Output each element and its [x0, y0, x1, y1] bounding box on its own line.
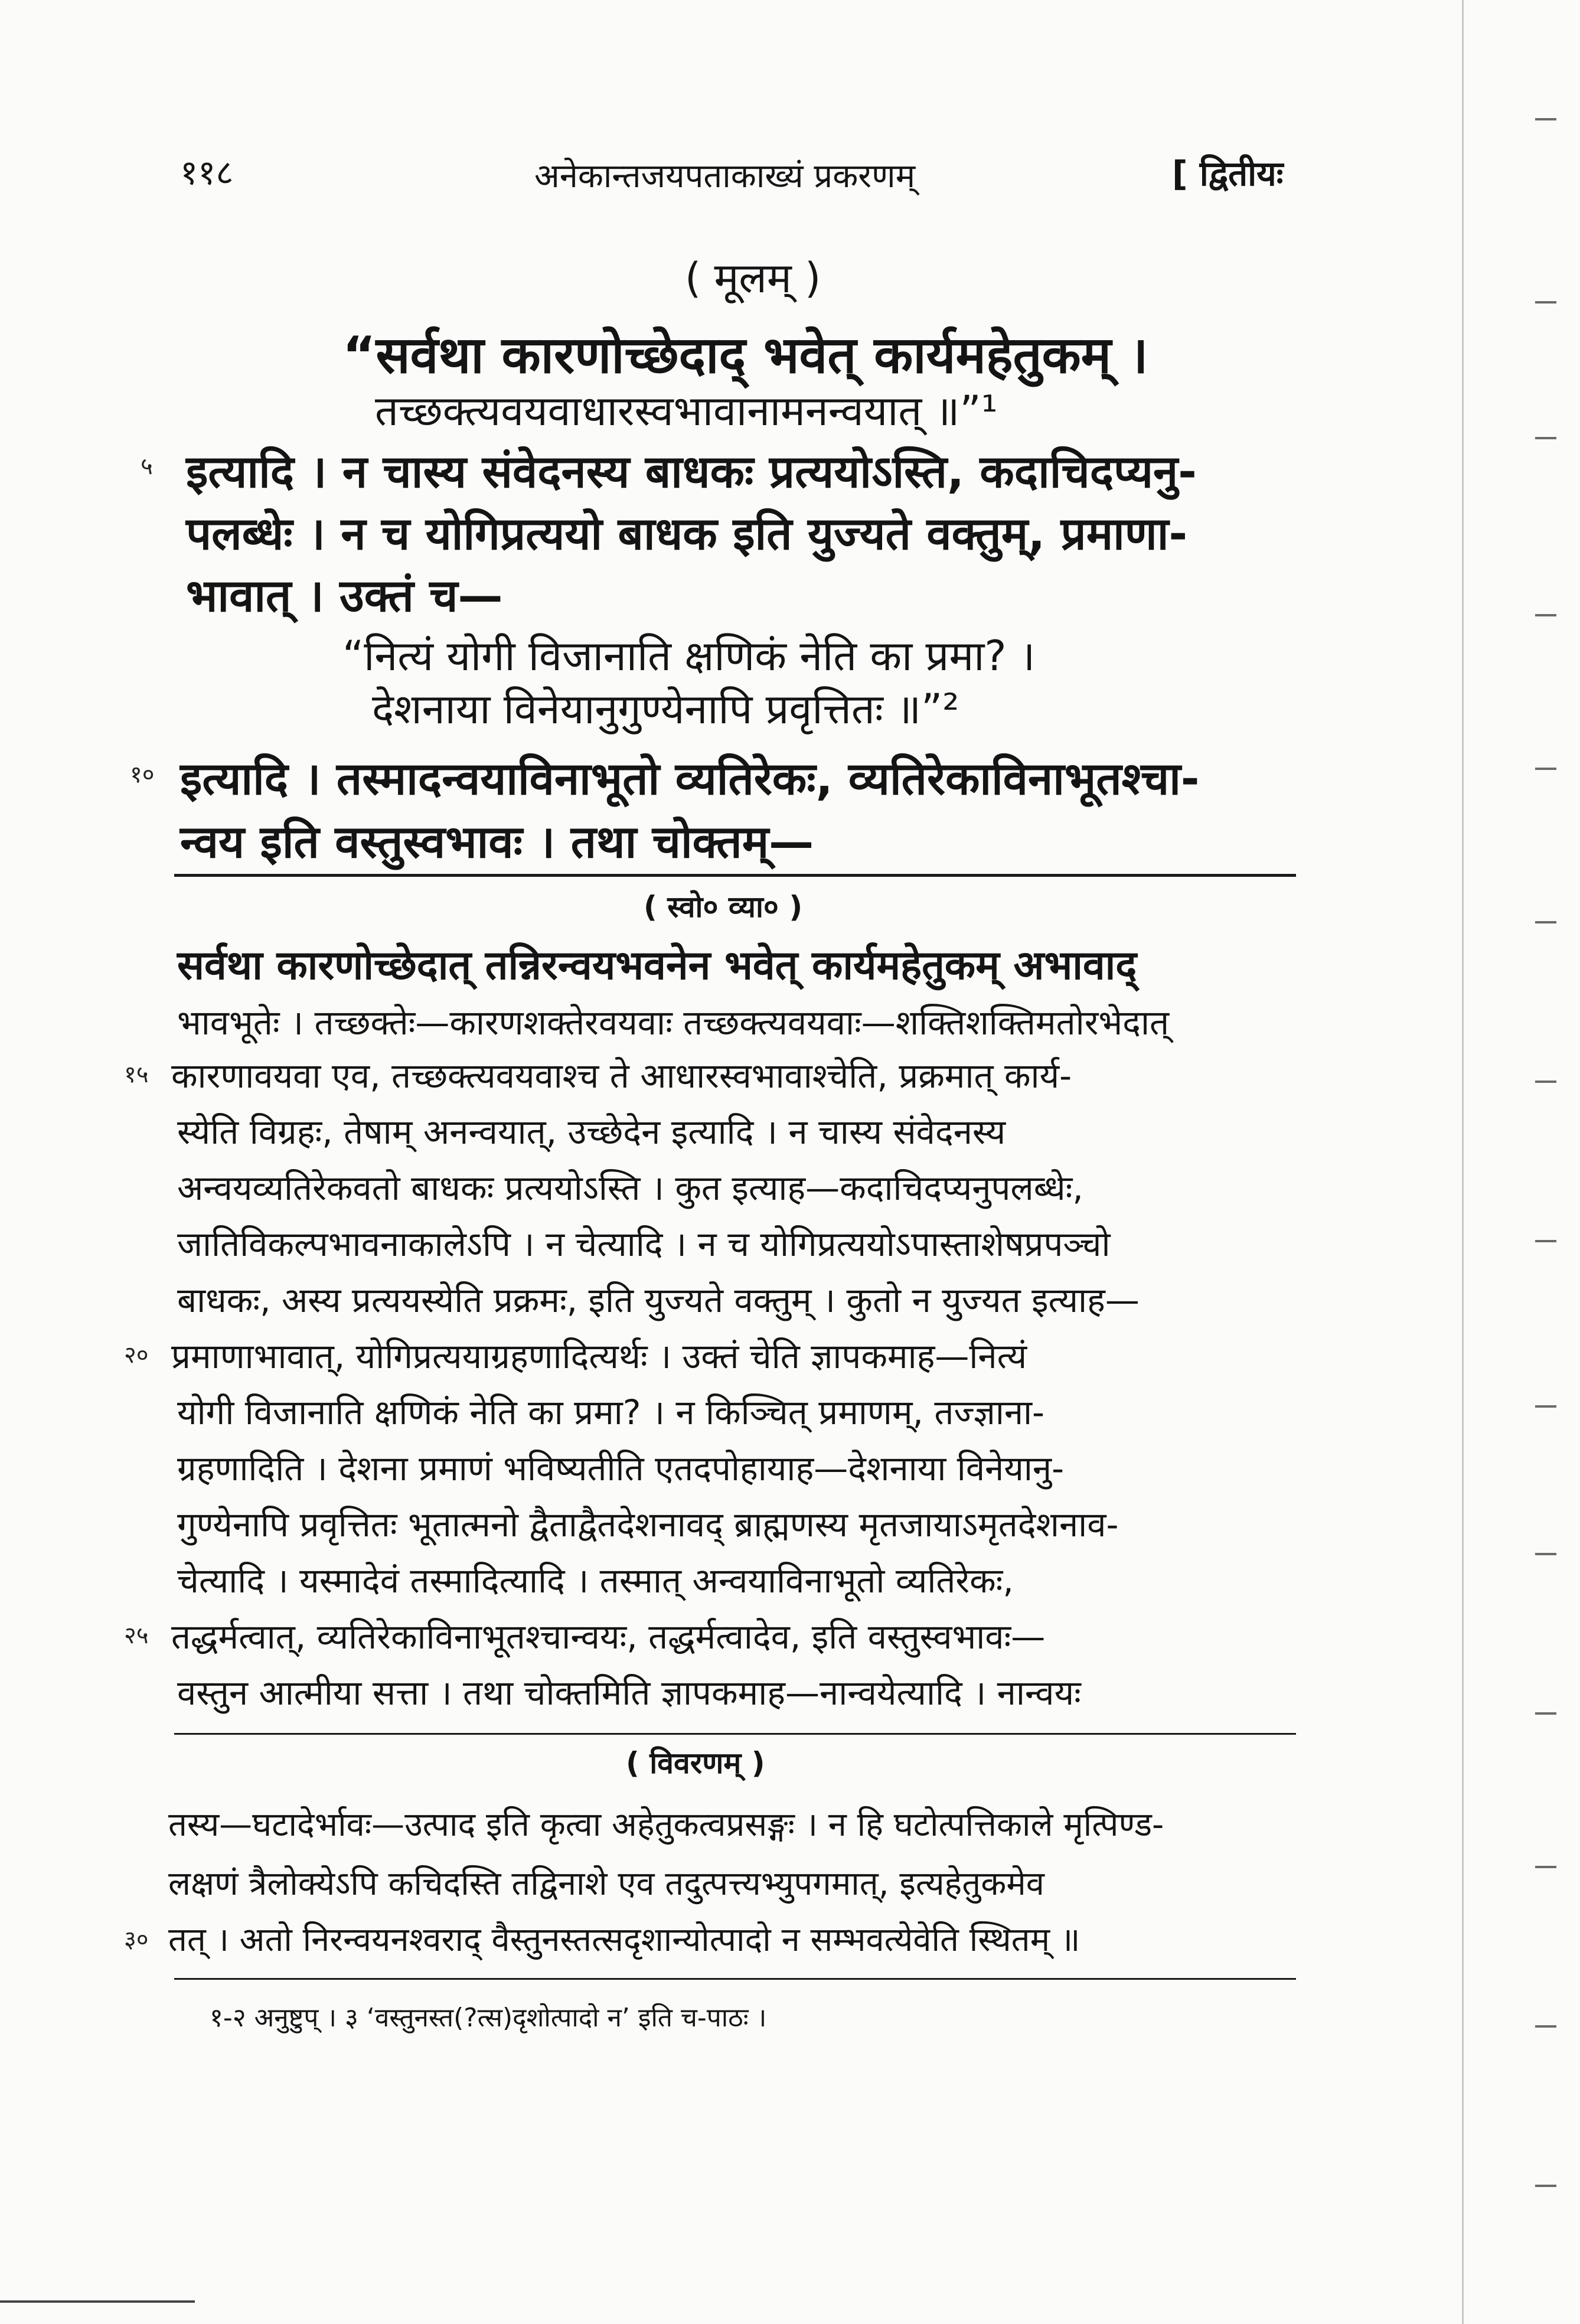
line-number-30: ३०	[124, 1926, 149, 1953]
commentary-line: गुण्येनापि प्रवृत्तितः भूतात्मनो द्वैताद्वैतदेशनावद् ब्राह्मणस्य मृतजायाऽमृतदेशनाव-	[177, 1504, 1119, 1545]
commentary-line: प्रमाणाभावात्, योगिप्रत्ययाग्रहणादित्यर्थः । उक्तं चेति ज्ञापकमाह—नित्यं	[171, 1336, 1027, 1376]
line-number-15: १५	[124, 1061, 149, 1088]
margin-tick	[1535, 118, 1556, 120]
vivaranam-line: लक्षणं त्रैलोक्येऽपि कचिदस्ति तद्विनाशे एव तदुत्पत्त्यभ्युपगमात्, इत्यहेतुकमेव	[168, 1865, 1044, 1903]
mulam-tail-line: इत्यादि । तस्मादन्वयाविनाभूतो व्यतिरेकः, व्यतिरेकाविनाभूतश्चा-	[180, 752, 1200, 805]
section-label: [ द्वितीयः	[1172, 154, 1284, 194]
mulam-tail-line: न्वय इति वस्तुस्वभावः । तथा चोक्तम्—	[180, 815, 814, 868]
commentary-line: तद्धर्मत्वात्, व्यतिरेकाविनाभूतश्चान्वयः, तद्धर्मत्वादेव, इति वस्तुस्वभावः—	[171, 1617, 1046, 1657]
section-rule	[174, 874, 1296, 877]
margin-tick	[1535, 1405, 1556, 1408]
margin-tick	[1535, 301, 1556, 303]
margin-tick	[1535, 2185, 1556, 2187]
verse2-line2: देशनाया विनेयानुगुण्येनापि प्रवृत्तितः ॥”²	[372, 685, 959, 733]
verse2-line1: “नित्यं योगी विजानाति क्षणिकं नेति का प्रमा? ।	[342, 632, 1036, 680]
mulam-para-line: इत्यादि । न चास्य संवेदनस्य बाधकः प्रत्ययोऽस्ति, कदाचिदप्यनु-	[186, 445, 1197, 498]
commentary-line: कारणावयवा एव, तच्छक्त्यवयवाश्च ते आधारस्वभावाश्चेति, प्रक्रमात् कार्य-	[171, 1056, 1072, 1096]
margin-tick	[1535, 437, 1556, 439]
vivaranam-heading: ( विवरणम् )	[626, 1746, 765, 1780]
margin-tick	[1535, 921, 1556, 923]
verse1-line1: “सर्वथा कारणोच्छेदाद् भवेत् कार्यमहेतुकम् ।	[342, 326, 1148, 385]
section-rule	[174, 1733, 1296, 1735]
commentary-line: सर्वथा कारणोच्छेदात् तन्निरन्वयभवनेन भवेत् कार्यमहेतुकम् अभावाद्	[177, 942, 1137, 989]
line-number-5: ५	[141, 453, 153, 480]
commentary-line: वस्तुन आत्मीया सत्ता । तथा चोक्तमिति ज्ञापकमाह—नान्वयेत्यादि । नान्वयः	[177, 1673, 1081, 1713]
commentary-line: चेत्यादि । यस्मादेवं तस्मादित्यादि । तस्मात् अन्वयाविनाभूतो व्यतिरेकः,	[177, 1561, 1014, 1601]
commentary-line: बाधकः, अस्य प्रत्ययस्येति प्रक्रमः, इति युज्यते वक्तुम् । कुतो न युज्यत इत्याह—	[177, 1280, 1140, 1320]
running-title: अनेकान्तजयपताकाख्यं प्रकरणम्	[534, 157, 916, 195]
commentary-line: अन्वयव्यतिरेकवतो बाधकः प्रत्ययोऽस्ति । कुत इत्याह—कदाचिदप्यनुपलब्धेः,	[177, 1168, 1083, 1208]
scan-bottom-line	[0, 2300, 195, 2303]
margin-tick	[1535, 614, 1556, 616]
line-number-20: २०	[124, 1341, 149, 1369]
verse1-line2: तच्छक्त्यवयवाधारस्वभावानामनन्वयात् ॥”¹	[375, 387, 998, 435]
commentary-line: स्येति विग्रहः, तेषाम् अनन्वयात्, उच्छेदेन इत्यादि । न चास्य संवेदनस्य	[177, 1112, 1006, 1152]
commentary-line: ग्रहणादिति । देशना प्रमाणं भविष्यतीति एतदपोहायाह—देशनाया विनेयानु-	[177, 1448, 1065, 1489]
vivaranam-line: तत् । अतो निरन्वयनश्वराद् वैस्तुनस्तत्सदृशान्योत्पादो न सम्भवत्येवेति स्थितम् ॥	[168, 1921, 1080, 1959]
margin-tick	[1535, 1712, 1556, 1715]
margin-tick	[1535, 768, 1556, 770]
commentary-line: जातिविकल्पभावनाकालेऽपि । न चेत्यादि । न च योगिप्रत्ययोऽपास्ताशेषप्रपञ्चो	[177, 1224, 1111, 1264]
mulam-para-line: पलब्धेः । न च योगिप्रत्ययो बाधक इति युज्यते वक्तुम्, प्रमाणा-	[186, 507, 1188, 560]
commentary-heading: ( स्वो० व्या० )	[644, 890, 803, 924]
mulam-para-line: भावात् । उक्तं च—	[186, 569, 503, 622]
line-number-25: २५	[124, 1622, 149, 1649]
commentary-line: योगी विजानाति क्षणिकं नेति का प्रमा? । न किञ्चित् प्रमाणम्, तज्ज्ञाना-	[177, 1392, 1044, 1432]
vivaranam-line: तस्य—घटादेर्भावः—उत्पाद इति कृत्वा अहेतुकत्वप्रसङ्गः । न हि घटोत्पत्तिकाले मृत्पिण्ड-	[168, 1806, 1164, 1844]
line-number-10: १०	[130, 761, 155, 788]
margin-tick	[1535, 1553, 1556, 1555]
margin-tick	[1535, 1240, 1556, 1242]
footnote: १-२ अनुष्टुप् । ३ ‘वस्तुनस्त(?त्स)दृशोत्पादो न’ इति च-पाठः ।	[210, 2003, 767, 2033]
commentary-line: भावभूतेः । तच्छक्तेः—कारणशक्तेरवयवाः तच्छक्त्यवयवाः—शक्तिशक्तिमतोरभेदात्	[177, 1003, 1170, 1043]
footnote-rule	[174, 1978, 1296, 1980]
scan-edge-line	[1462, 0, 1464, 2324]
margin-tick	[1535, 1866, 1556, 1868]
margin-tick	[1535, 2025, 1556, 2028]
mulam-heading: ( मूलम् )	[685, 254, 821, 302]
margin-tick	[1535, 1081, 1556, 1083]
page-number: ११८	[180, 152, 234, 192]
